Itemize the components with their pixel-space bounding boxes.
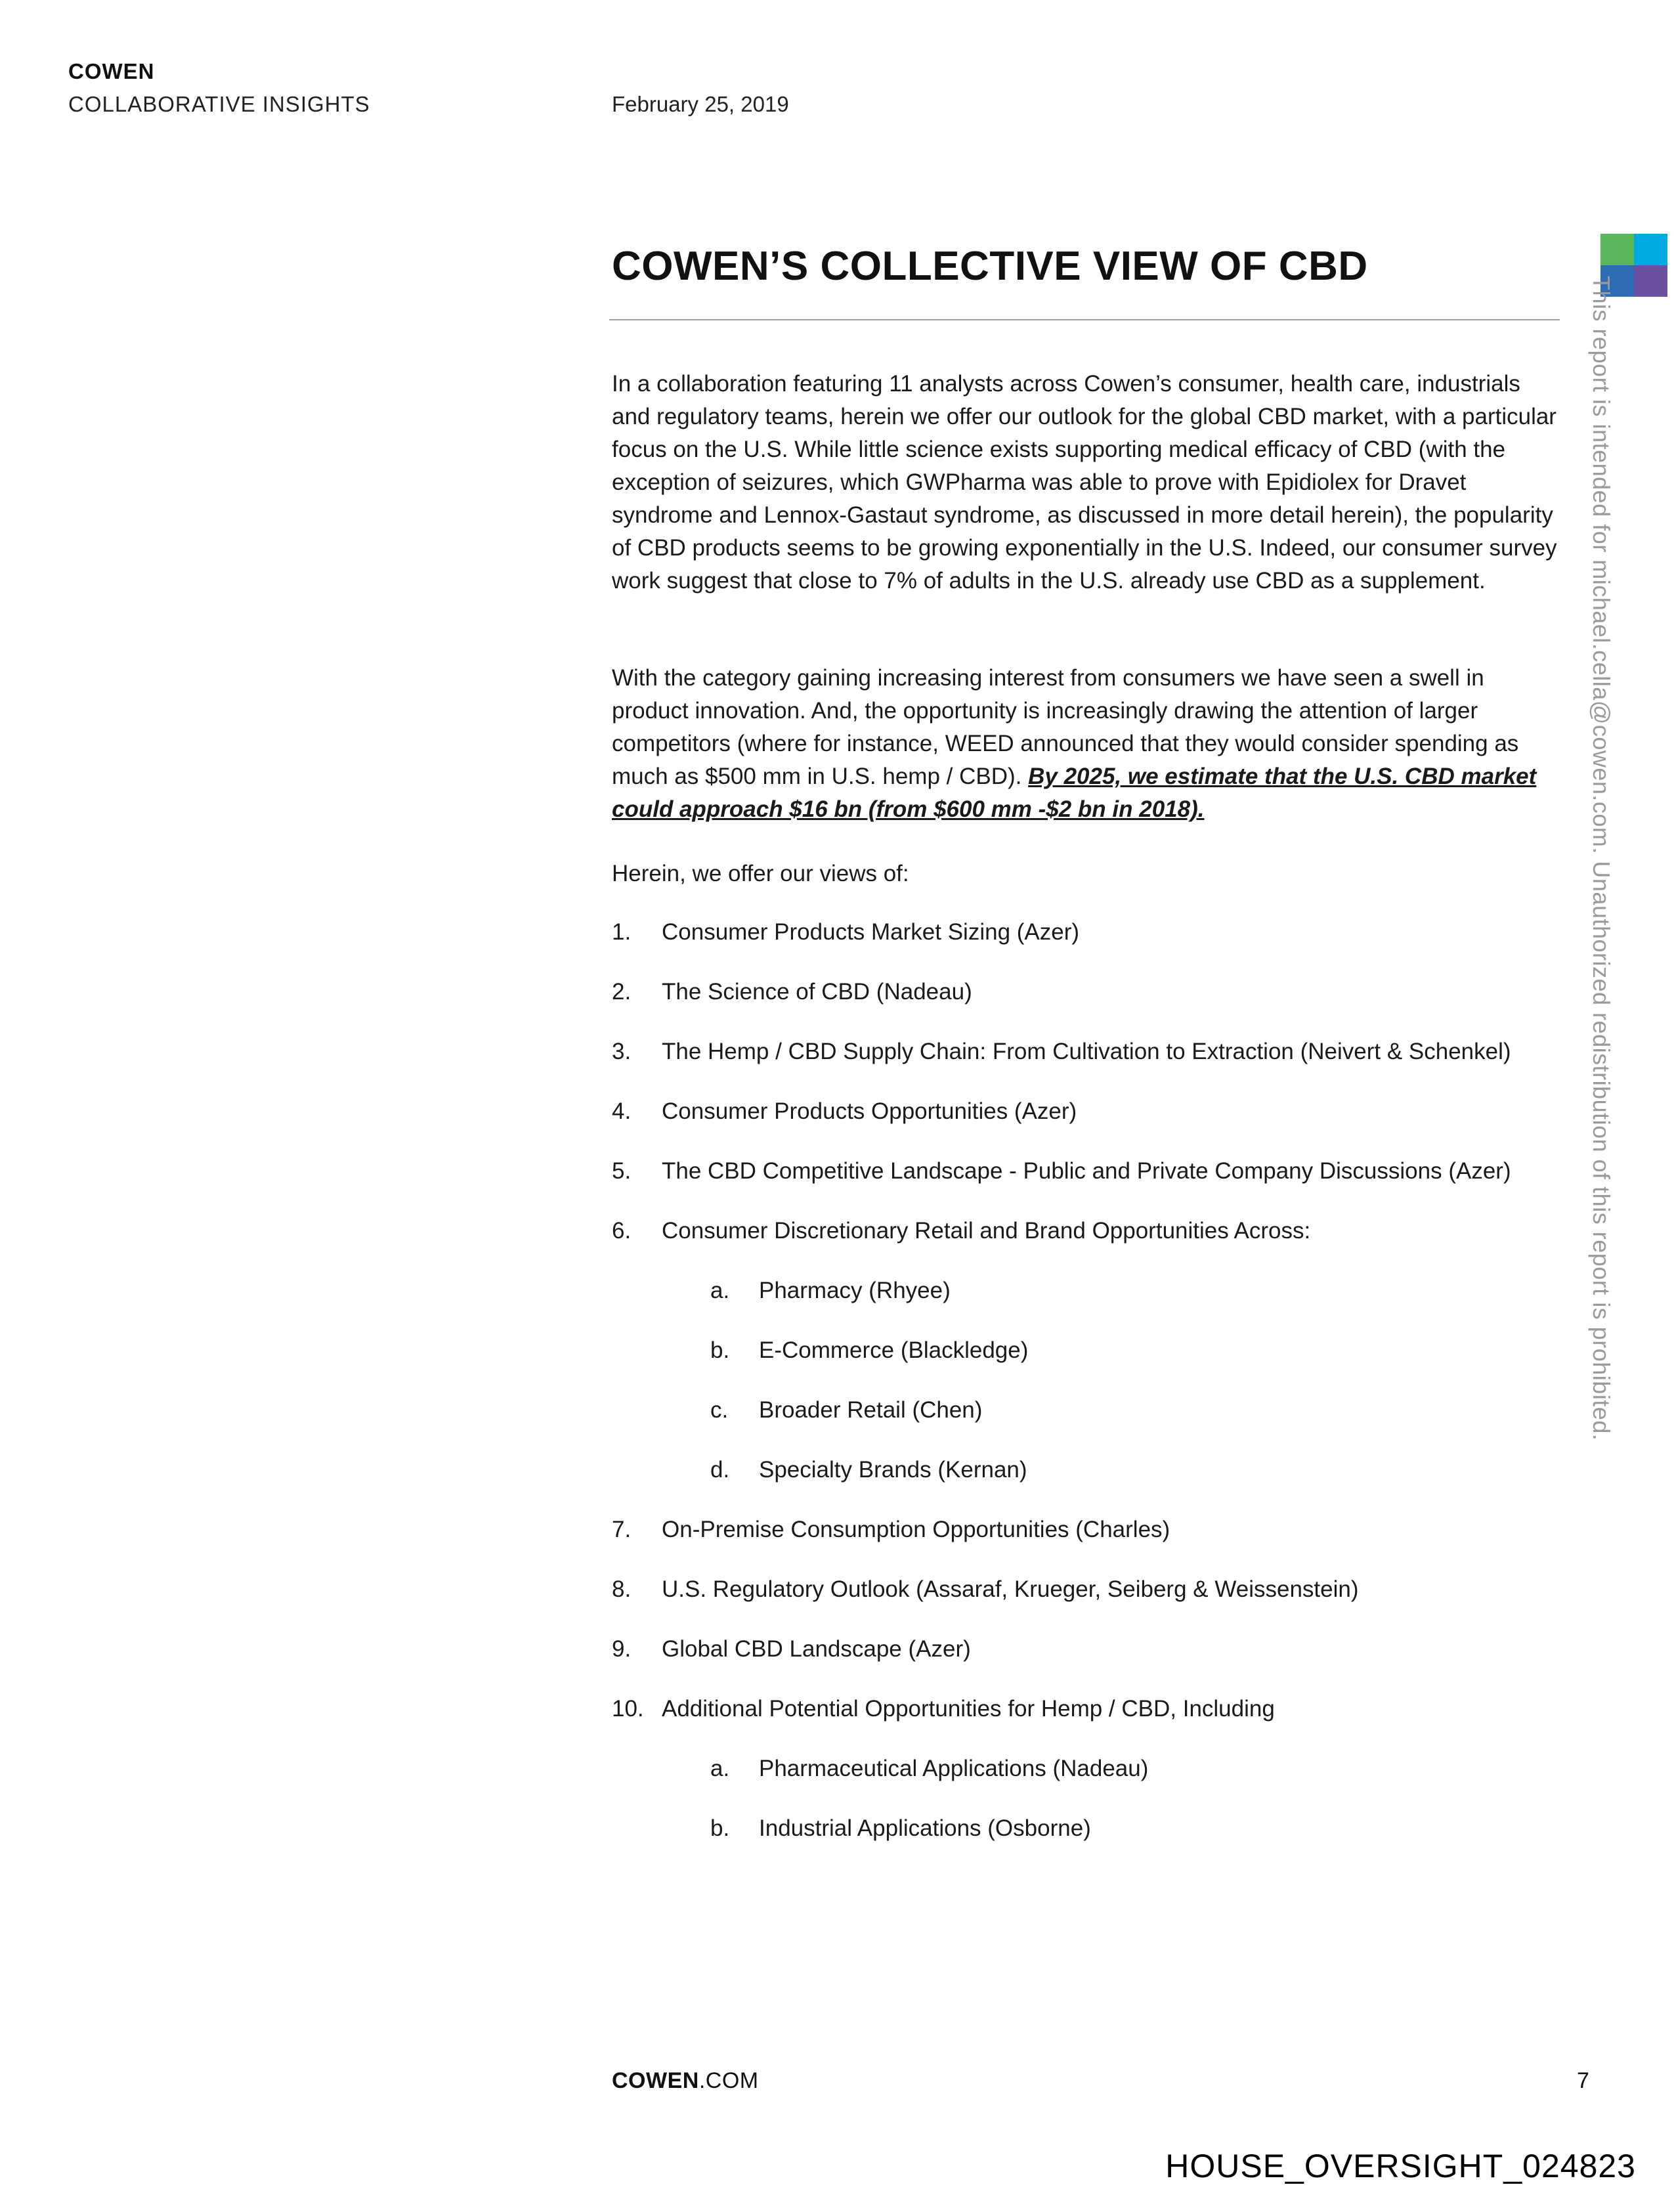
swatch-green [1600, 234, 1634, 265]
list-item-text: U.S. Regulatory Outlook (Assaraf, Krueger, Seiberg & Weissenstein) [662, 1576, 1359, 1602]
list-item-text: Consumer Discretionary Retail and Brand Opportunities Across: [662, 1218, 1311, 1244]
brand-subtitle: COLLABORATIVE INSIGHTS [68, 92, 370, 116]
list-item-number: 1. [612, 919, 632, 945]
footer-website[interactable] [612, 2068, 759, 2094]
market-paragraph [612, 662, 1557, 826]
market-paragraph-text: With the category gaining increasing interest from consumers we have seen a swell in product innovation. And, the opportunity is increasingly drawing the attention of larger competitors (where for instance, WEED announced that they would consider spending as much as $500 mm in U.S. hemp / CBD). [612, 665, 1519, 789]
swatch-purple [1634, 265, 1667, 297]
list-item-text: Pharmacy (Rhyee) [759, 1278, 951, 1303]
list-item-text: E-Commerce (Blackledge) [759, 1337, 1029, 1363]
list-item-letter: d. [710, 1457, 730, 1483]
watermark-notice: This report is intended for michael.cella@cowen.com. Unauthorized redistribution of this report is prohibited. [1588, 276, 1615, 1441]
list-item-text: Pharmaceutical Applications (Nadeau) [759, 1756, 1149, 1781]
list-item-letter: a. [710, 1278, 730, 1303]
intro-paragraph: In a collaboration featuring 11 analysts across Cowen’s consumer, health care, industrials and regulatory teams, herein we offer our outlook for the global CBD market, with a particular focus on the U.S. While little science exists supporting medical efficacy of CBD (with the exception of seizures, which GWPharma was able to prove with Epidiolex for Dravet syndrome and Lennox-Gastaut syndrome, as discussed in more detail herein), the popularity of CBD products seems to be growing exponentially in the U.S. Indeed, our consumer survey work suggest that close to 7% of adults in the U.S. already use CBD as a supplement. [612, 371, 1557, 594]
brand-name: COWEN [68, 59, 155, 83]
market-estimate-highlight: By 2025, we estimate that the U.S. CBD market could approach $16 bn (from $600 mm -$2 bn in 2018). [612, 764, 1537, 822]
list-item-text: Global CBD Landscape (Azer) [662, 1636, 971, 1662]
list-item-number: 10. [612, 1696, 644, 1722]
list-item-letter: a. [710, 1756, 730, 1781]
list-item-number: 3. [612, 1039, 632, 1064]
list-item-text: The Hemp / CBD Supply Chain: From Cultivation to Extraction (Neivert & Schenkel) [662, 1039, 1511, 1064]
list-item-text: Broader Retail (Chen) [759, 1397, 983, 1423]
footer-brand-bold: COWEN [612, 2068, 699, 2093]
list-item-text: The CBD Competitive Landscape - Public and Private Company Discussions (Azer) [662, 1158, 1511, 1184]
list-item-text: Industrial Applications (Osborne) [759, 1815, 1091, 1841]
list-item-text: The Science of CBD (Nadeau) [662, 979, 972, 1005]
list-item-letter: b. [710, 1337, 730, 1363]
title-divider [609, 319, 1560, 320]
list-item-number: 8. [612, 1576, 632, 1602]
list-item-letter: c. [710, 1397, 729, 1423]
list-item-text: Consumer Products Opportunities (Azer) [662, 1098, 1077, 1124]
footer-brand-domain: .COM [698, 2068, 759, 2093]
list-item-number: 7. [612, 1517, 632, 1542]
list-item-number: 4. [612, 1098, 632, 1124]
list-item-number: 9. [612, 1636, 632, 1662]
list-item-number: 2. [612, 979, 632, 1005]
report-date: February 25, 2019 [612, 92, 789, 116]
list-item-number: 6. [612, 1218, 632, 1244]
swatch-cyan [1634, 234, 1667, 265]
list-item-letter: b. [710, 1815, 730, 1841]
list-item-text: On-Premise Consumption Opportunities (Charles) [662, 1517, 1170, 1542]
views-intro: Herein, we offer our views of: [612, 861, 909, 886]
page-number: 7 [1577, 2068, 1589, 2093]
list-item-number: 5. [612, 1158, 632, 1184]
bates-number: HOUSE_OVERSIGHT_024823 [1165, 2148, 1636, 2184]
list-item-text: Consumer Products Market Sizing (Azer) [662, 919, 1080, 945]
list-item-text: Specialty Brands (Kernan) [759, 1457, 1027, 1483]
page-title: COWEN’S COLLECTIVE VIEW OF CBD [612, 244, 1368, 289]
list-item-text: Additional Potential Opportunities for Hemp / CBD, Including [662, 1696, 1275, 1722]
